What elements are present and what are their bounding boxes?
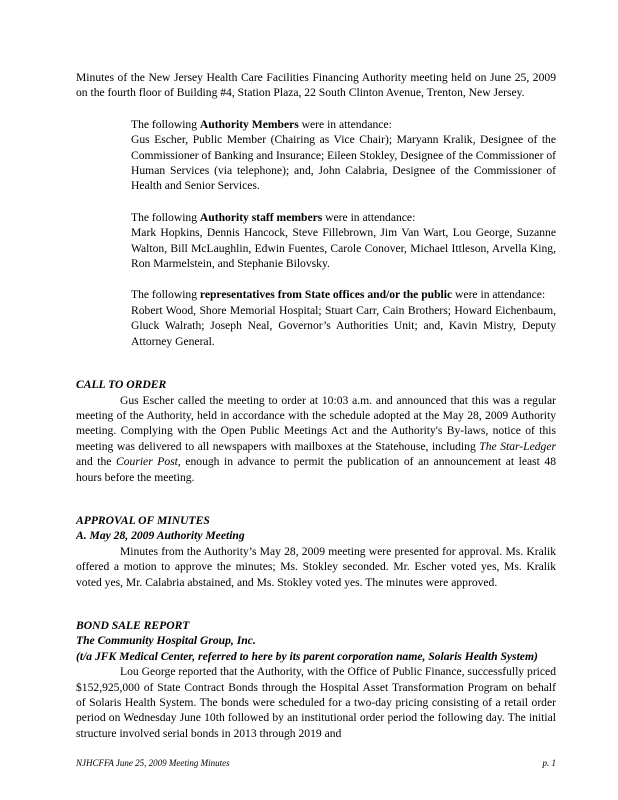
- staff-lead-post: were in attendance:: [322, 210, 416, 224]
- bond-sale-section: [76, 618, 556, 741]
- members-lead-bold: Authority Members: [199, 117, 299, 131]
- page-number: p. 1: [542, 758, 556, 768]
- staff-lead: [131, 210, 556, 225]
- call-to-order-heading: CALL TO ORDER: [76, 378, 167, 392]
- intro-paragraph: Minutes of the New Jersey Health Care Facilities Financing Authority meeting held on June 25, 2009 on the fourth floor of Building #4, Station Plaza, 22 South Clinton Avenue, Trenton, New Jersey.: [76, 71, 556, 100]
- call-to-order-paragraph: [76, 393, 556, 485]
- bond-sale-subheading-1: The Community Hospital Group, Inc.: [76, 634, 256, 648]
- call-to-order-text-3: enough in advance to permit the publication of an announcement at least 48 hours before the meeting.: [76, 455, 556, 484]
- members-attendance: [131, 117, 556, 194]
- footer-title: NJHCFFA June 25, 2009 Meeting Minutes: [76, 758, 230, 768]
- bond-sale-subheading-2: (t/a JFK Medical Center, referred to here by its parent corporation name, Solaris Health System): [76, 649, 538, 663]
- members-lead-post: were in attendance:: [298, 117, 392, 131]
- approval-of-minutes-section: [76, 513, 556, 590]
- approval-heading: APPROVAL OF MINUTES: [76, 513, 210, 527]
- bond-sale-paragraph: Lou George reported that the Authority, with the Office of Public Finance, successfully priced $152,925,000 of State Contract Bonds through the Hospital Asset Transformation Program on behalf of Solaris Health System. The bonds were scheduled for a two-day pricing consisting of a retail order period on Wednesday June 10th followed by an institutional order period the following day. The initial structure involved serial bonds in 2013 through 2019 and: [76, 665, 556, 740]
- members-names: Gus Escher, Public Member (Chairing as Vice Chair); Maryann Kralik, Designee of the Commissioner of Banking and Insurance; Eileen Stokley, Designee of the Commissioner of Human Services (via telephone); and, John Calabria, Designee of the Commissioner of Health and Senior Services.: [131, 133, 556, 193]
- members-lead: [131, 117, 556, 132]
- call-to-order-text-1: Gus Escher called the meeting to order at 10:03 a.m. and announced that this was a regular meeting of the Authority, held in accordance with the schedule adopted at the May 28, 2009 Authority meeting. Complying with the Open Public Meetings Act and the Authority's By-laws, notice of this meeting was delivered to all newspapers with mailboxes at the Statehouse, including: [76, 393, 556, 453]
- approval-subheading: A. May 28, 2009 Authority Meeting: [76, 529, 245, 543]
- approval-paragraph: Minutes from the Authority’s May 28, 2009 meeting were presented for approval. Ms. Kralik offered a motion to approve the minutes; Ms. Stokley seconded. Mr. Escher voted yes, Ms. Kralik voted yes, Mr. Calabria abstained, and Ms. Stokley voted yes. The minutes were approved.: [76, 544, 556, 589]
- newspaper-star-ledger: The Star-Ledger: [479, 439, 557, 453]
- staff-attendance: [131, 210, 556, 272]
- representatives-lead-bold: representatives from State offices and/or the public: [199, 288, 453, 302]
- representatives-names: Robert Wood, Shore Memorial Hospital; Stuart Carr, Cain Brothers; Howard Eichenbaum, Gluck Walrath; Joseph Neal, Governor’s Authorities Unit; and, Kavin Mistry, Deputy Attorney General.: [131, 303, 556, 348]
- staff-names: Mark Hopkins, Dennis Hancock, Steve Fillebrown, Jim Van Wart, Lou George, Suzanne Walton, Bill McLaughlin, Edwin Fuentes, Carole Conover, Michael Ittleson, Arvella King, Ron Marmelstein, and Stephanie Bilovsky.: [131, 226, 556, 271]
- bond-sale-heading: BOND SALE REPORT: [76, 618, 190, 632]
- call-to-order-text-2: and the: [76, 455, 116, 469]
- newspaper-courier-post: Courier Post,: [116, 455, 181, 469]
- staff-lead-pre: The following: [131, 210, 200, 224]
- representatives-attendance: [131, 287, 556, 349]
- document-body: [76, 70, 556, 741]
- representatives-lead: [131, 287, 556, 302]
- members-lead-pre: The following: [131, 117, 200, 131]
- staff-lead-bold: Authority staff members: [199, 210, 323, 224]
- representatives-lead-post: were in attendance:: [452, 288, 546, 302]
- representatives-lead-pre: The following: [131, 288, 200, 302]
- call-to-order-section: [76, 377, 556, 485]
